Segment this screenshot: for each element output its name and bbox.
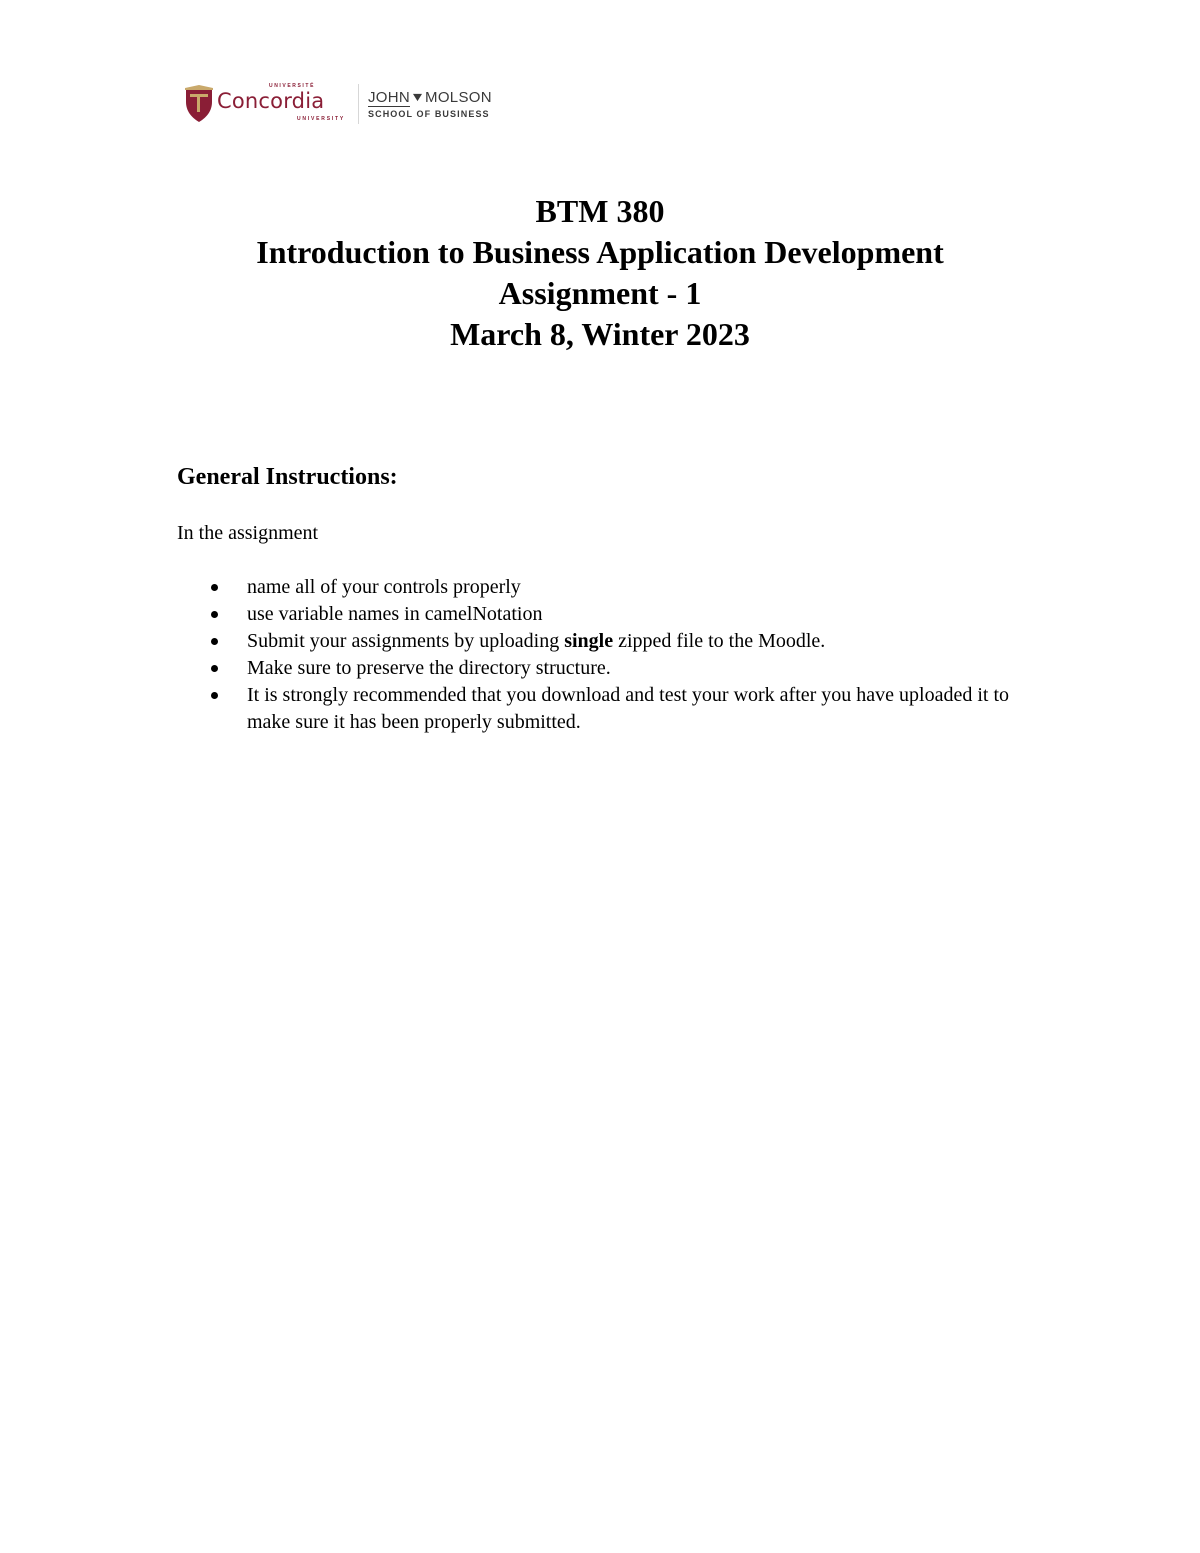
triangle-mark-icon <box>413 93 422 102</box>
john-molson-logo <box>368 80 492 128</box>
bullet-icon <box>211 584 218 591</box>
section-heading: General Instructions: <box>177 464 398 490</box>
assignment-title: Assignment - 1 <box>498 275 702 311</box>
intro-text: In the assignment <box>177 522 319 544</box>
jmsb-john-text: JOHN <box>368 88 411 106</box>
course-code: BTM 380 <box>535 193 665 229</box>
list-item <box>177 574 1037 601</box>
title-block <box>0 191 1200 355</box>
concordia-bottom-text: UNIVERSITY <box>297 116 346 122</box>
bullet-icon <box>211 692 218 699</box>
list-item-bold-text: single <box>564 630 614 652</box>
list-item-text-after: zipped file to the Moodle. <box>613 630 826 652</box>
jmsb-school-text: SCHOOL OF BUSINESS <box>368 108 490 119</box>
bullet-icon <box>211 638 218 645</box>
concordia-crest-icon <box>184 85 214 123</box>
header-logos <box>184 80 492 128</box>
list-item <box>177 655 1037 682</box>
list-item <box>177 682 1037 736</box>
list-item-text: use variable names in camelNotation <box>247 603 543 625</box>
jmsb-molson-text: MOLSON <box>425 89 492 106</box>
course-name: Introduction to Business Application Development <box>256 234 944 270</box>
concordia-logo <box>184 80 349 128</box>
bullet-icon <box>211 665 218 672</box>
logo-divider <box>358 84 359 124</box>
concordia-name: Concordia <box>217 89 325 113</box>
list-item <box>177 628 1037 655</box>
list-item-text: name all of your controls properly <box>247 576 521 598</box>
list-item-text: It is strongly recommended that you download and test your work after you have uploaded it to make sure it has been properly submitted. <box>247 684 1010 733</box>
instruction-list <box>177 574 1037 736</box>
list-item-text-before: Submit your assignments by uploading <box>247 630 565 652</box>
list-item-text: Make sure to preserve the directory structure. <box>247 657 611 679</box>
list-item <box>177 601 1037 628</box>
assignment-date: March 8, Winter 2023 <box>450 316 750 352</box>
concordia-top-text: UNIVERSITÉ <box>269 83 316 89</box>
bullet-icon <box>211 611 218 618</box>
